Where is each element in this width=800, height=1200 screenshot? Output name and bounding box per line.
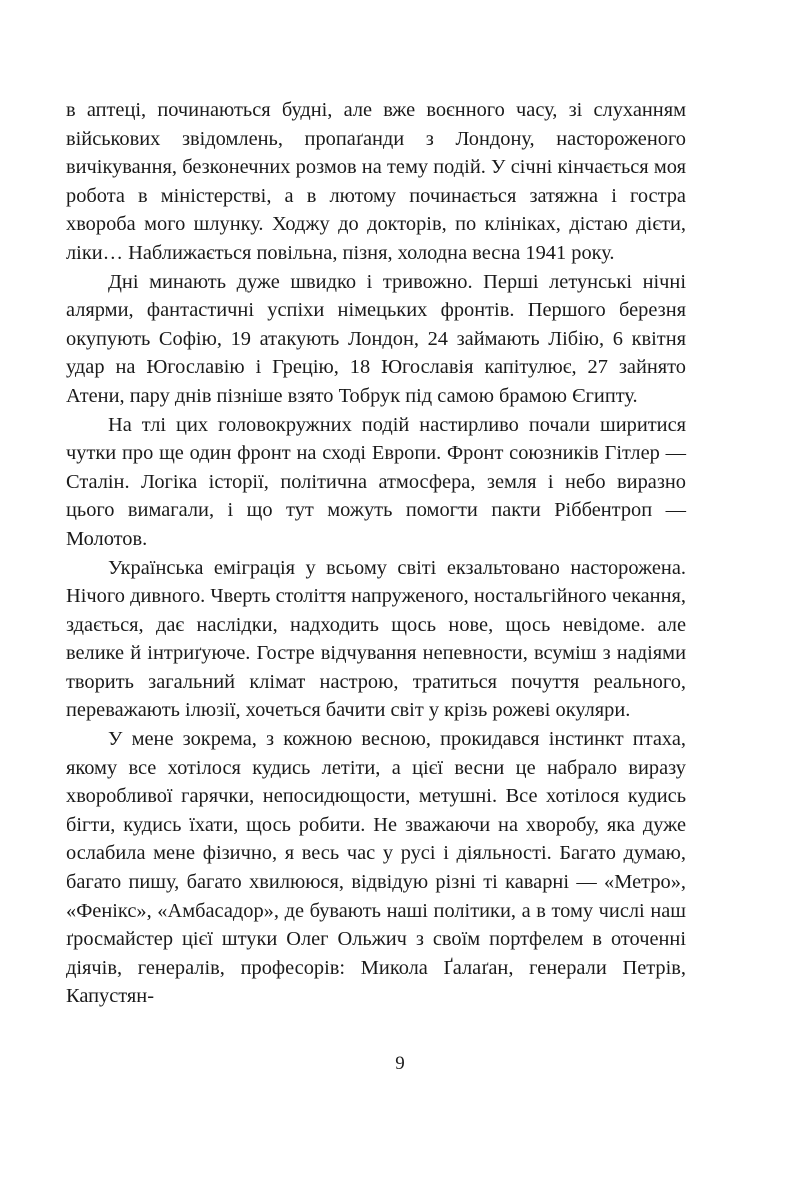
paragraph-2: Дні минають дуже швидко і тривожно. Перші летунські нічні алярми, фантастичні успіхи німецьких фронтів. Першого березня окупують Софію, 19 атакують Лондон, 24 займають Лібію, 6 квітня удар на Югославію і Грецію, 18 Югославія капітулює, 27 зайнято Атени, пару днів пізніше взято Тобрук під самою брамою Єгипту. <box>66 270 686 407</box>
paragraph-4: Українська еміграція у всьому світі екзальтовано насторожена. Нічого дивного. Чверть століття напруженого, ностальгійного чекання, здається, дає наслідки, надходить щось нове, щось невідоме. але велике й інтриґуюче. Гостре відчування непевности, всуміш з надіями творить загальний клімат настрою, тратиться почуття реального, переважають ілюзії, хочеться бачити світ у крізь рожеві окуляри. <box>66 556 686 722</box>
body-text-block <box>66 96 686 1011</box>
page-number: 9 <box>395 1053 405 1074</box>
paragraph-3: На тлі цих головокружних подій настирливо почали ширитися чутки про ще один фронт на сході Европи. Фронт союзників Гітлер — Сталін. Логіка історії, політична атмосфера, земля і небо виразно цього вимагали, і що тут можуть помогти пакти Ріббентроп — Молотов. <box>66 413 686 550</box>
paragraph-5: У мене зокрема, з кожною весною, прокидався інстинкт птаха, якому все хотілося кудись летіти, а цієї весни це набрало виразу хворобливої гарячки, непосидющости, метушні. Все хотілося кудись бігти, кудись їхати, щось робити. Не зважаючи на хворобу, яка дуже ослабила мене фізично, я весь час у русі і діяльності. Багато думаю, багато пишу, багато хвилююся, відвідую різні ті каварні — «Метро», «Фенікс», «Амбасадор», де бувають наші політики, а в тому числі наш ґросмайстер цієї штуки Олег Ольжич з своїм портфелем в оточенні діячів, генералів, професорів: Микола Ґалаґан, генерали Петрів, Капустян- <box>66 728 686 1008</box>
paragraph-1: в аптеці, починаються будні, але вже воєнного часу, зі слуханням військових звідомлень, пропаґанди з Лондону, настороженого вичікування, безконечних розмов на тему подій. У січні кінчається моя робота в міністерстві, а в лютому починається затяжна і гостра хвороба мого шлунку. Ходжу до докторів, по клініках, дістаю дієти, ліки… Наближається повільна, пізня, холодна весна 1941 року. <box>66 99 686 264</box>
